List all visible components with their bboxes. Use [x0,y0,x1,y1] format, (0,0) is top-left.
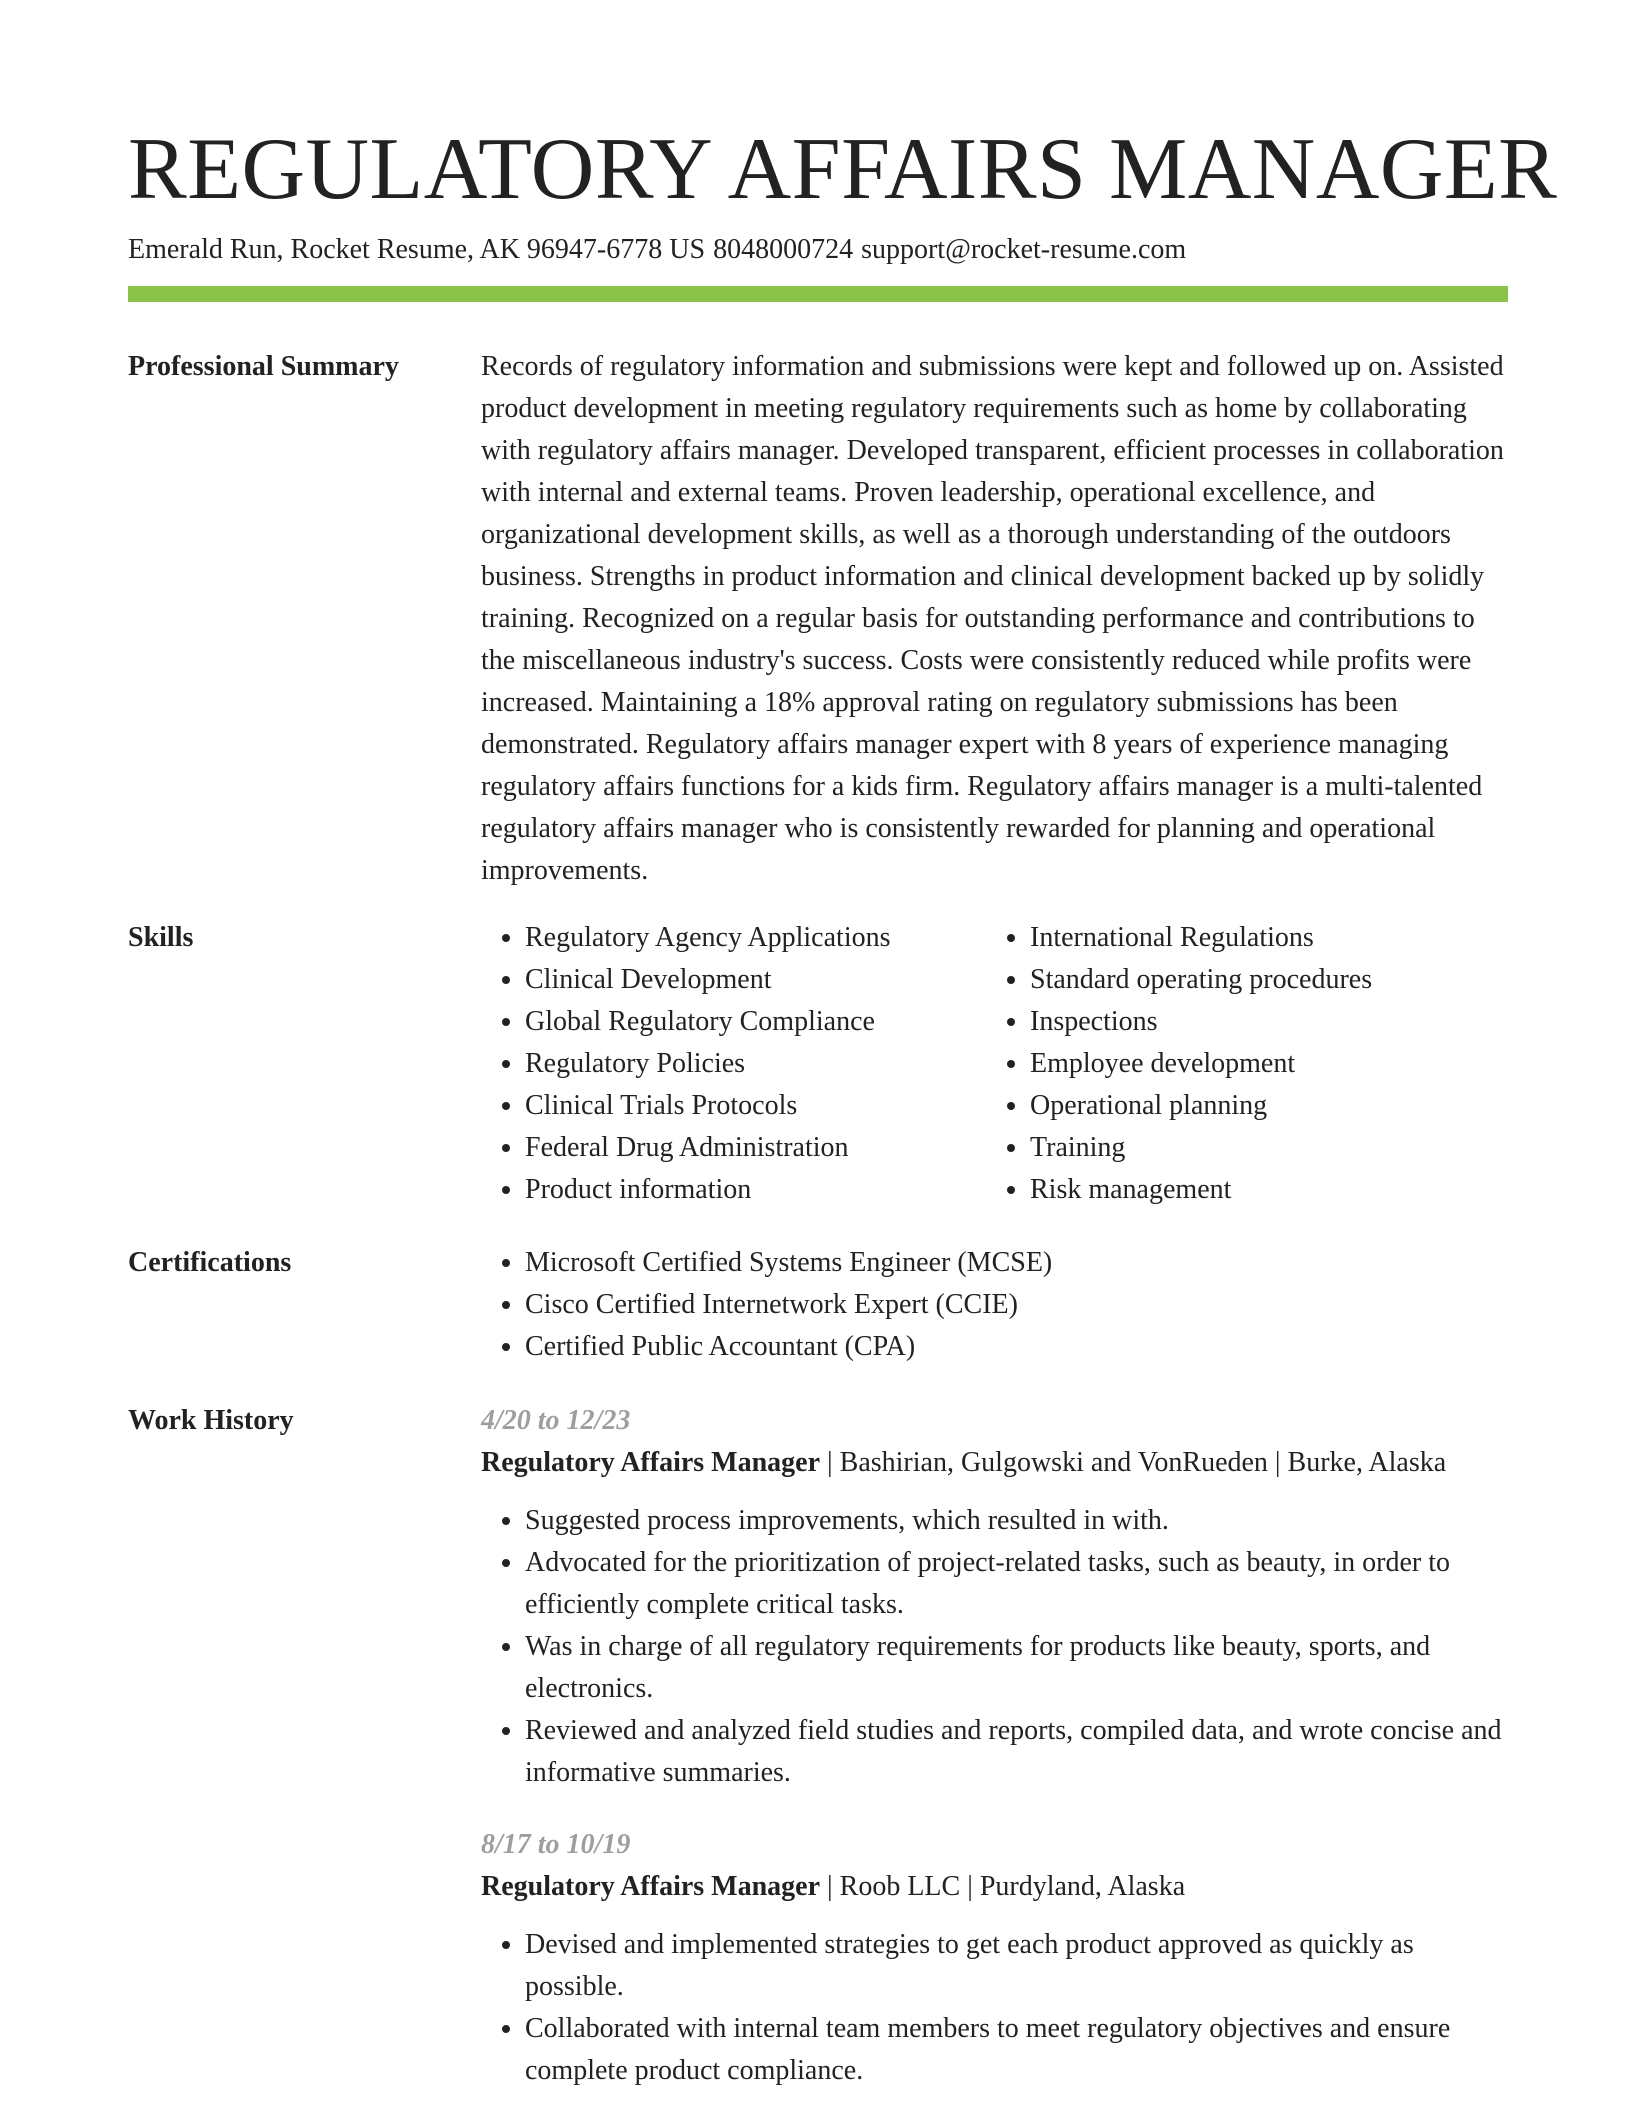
contact-email: support@rocket-resume.com [861,234,1187,265]
contact-address: Emerald Run, Rocket Resume, AK 96947-6778 US [128,234,706,265]
skills-body [481,917,1508,1211]
page-title: REGULATORY AFFAIRS MANAGER [128,121,1558,218]
skill-item: • Regulatory Policies [525,1043,986,1085]
job-details: | Bashirian, Gulgowski and VonRueden | Burke, Alaska [820,1447,1447,1478]
job-bullets [481,1500,1508,1794]
contact-phone: 8048000724 [713,234,854,265]
skill-item: • Training [1030,1127,1491,1169]
skill-item: • Regulatory Agency Applications [525,917,986,959]
work-history-heading: Work History [128,1405,294,1436]
certification-item: • Certified Public Accountant (CPA) [525,1326,1508,1368]
certifications-body [481,1242,1508,1368]
work-history-body [481,1400,1508,2122]
job-dates: 8/17 to 10/19 [481,1829,631,1860]
job-title: Regulatory Affairs Manager [481,1871,821,1902]
job-entry [481,1824,1508,2092]
header-divider [128,286,1508,302]
job-title: Regulatory Affairs Manager [481,1447,821,1478]
job-bullet: • Suggested process improvements, which resulted in with. [525,1500,1508,1542]
skills-list-right [986,917,1491,1211]
job-details: | Roob LLC | Purdyland, Alaska [820,1871,1186,1902]
skill-item: • Federal Drug Administration [525,1127,986,1169]
skill-item: • Global Regulatory Compliance [525,1001,986,1043]
skill-item: • Operational planning [1030,1085,1491,1127]
skill-item: • International Regulations [1030,917,1491,959]
summary-text: Records of regulatory information and submissions were kept and followed up on. Assisted product development in meeting regulatory requirements such as home by collaborating with regulatory affairs manager. Developed transparent, efficient processes in collaboration with internal and external teams. Proven leadership, operational excellence, and organizational development skills, as well as a thorough understanding of the outdoors business. Strengths in product information and clinical development backed up by solidly training. Recognized on a regular basis for outstanding performance and contributions to the miscellaneous industry's success. Costs were consistently reduced while profits were increased. Maintaining a 18% approval rating on regulatory submissions has been demonstrated. Regulatory affairs manager expert with 8 years of experience managing regulatory affairs functions for a kids firm. Regulatory affairs manager is a multi-talented regulatory affairs manager who is consistently rewarded for planning and operational improvements. [481,351,1504,886]
skill-item: • Risk management [1030,1169,1491,1211]
summary-heading: Professional Summary [128,351,399,382]
skills-column-left [481,917,986,1211]
skills-column-right [986,917,1491,1211]
contact-line [128,232,1186,268]
skill-item: • Standard operating procedures [1030,959,1491,1001]
job-dates: 4/20 to 12/23 [481,1405,631,1436]
skill-item: • Inspections [1030,1001,1491,1043]
job-heading [481,1442,1508,1484]
job-entry [481,1400,1508,1794]
job-bullet: • Collaborated with internal team members to meet regulatory objectives and ensure complete product compliance. [525,2008,1508,2092]
job-bullet: • Devised and implemented strategies to get each product approved as quickly as possible. [525,1924,1508,2008]
certification-item: • Cisco Certified Internetwork Expert (CCIE) [525,1284,1508,1326]
certification-item: • Microsoft Certified Systems Engineer (MCSE) [525,1242,1508,1284]
summary-body [481,346,1508,892]
certifications-heading: Certifications [128,1247,292,1278]
skill-item: • Product information [525,1169,986,1211]
skill-item: • Clinical Trials Protocols [525,1085,986,1127]
job-bullets [481,1924,1508,2092]
job-bullet: • Reviewed and analyzed field studies and reports, compiled data, and wrote concise and informative summaries. [525,1710,1508,1794]
job-bullet: • Was in charge of all regulatory requirements for products like beauty, sports, and electronics. [525,1626,1508,1710]
skill-item: • Employee development [1030,1043,1491,1085]
certifications-list [481,1242,1508,1368]
skill-item: • Clinical Development [525,959,986,1001]
skills-heading: Skills [128,922,194,953]
skills-columns [481,917,1508,1211]
job-heading [481,1866,1508,1908]
skills-list-left [481,917,986,1211]
job-bullet: • Advocated for the prioritization of project-related tasks, such as beauty, in order to efficiently complete critical tasks. [525,1542,1508,1626]
